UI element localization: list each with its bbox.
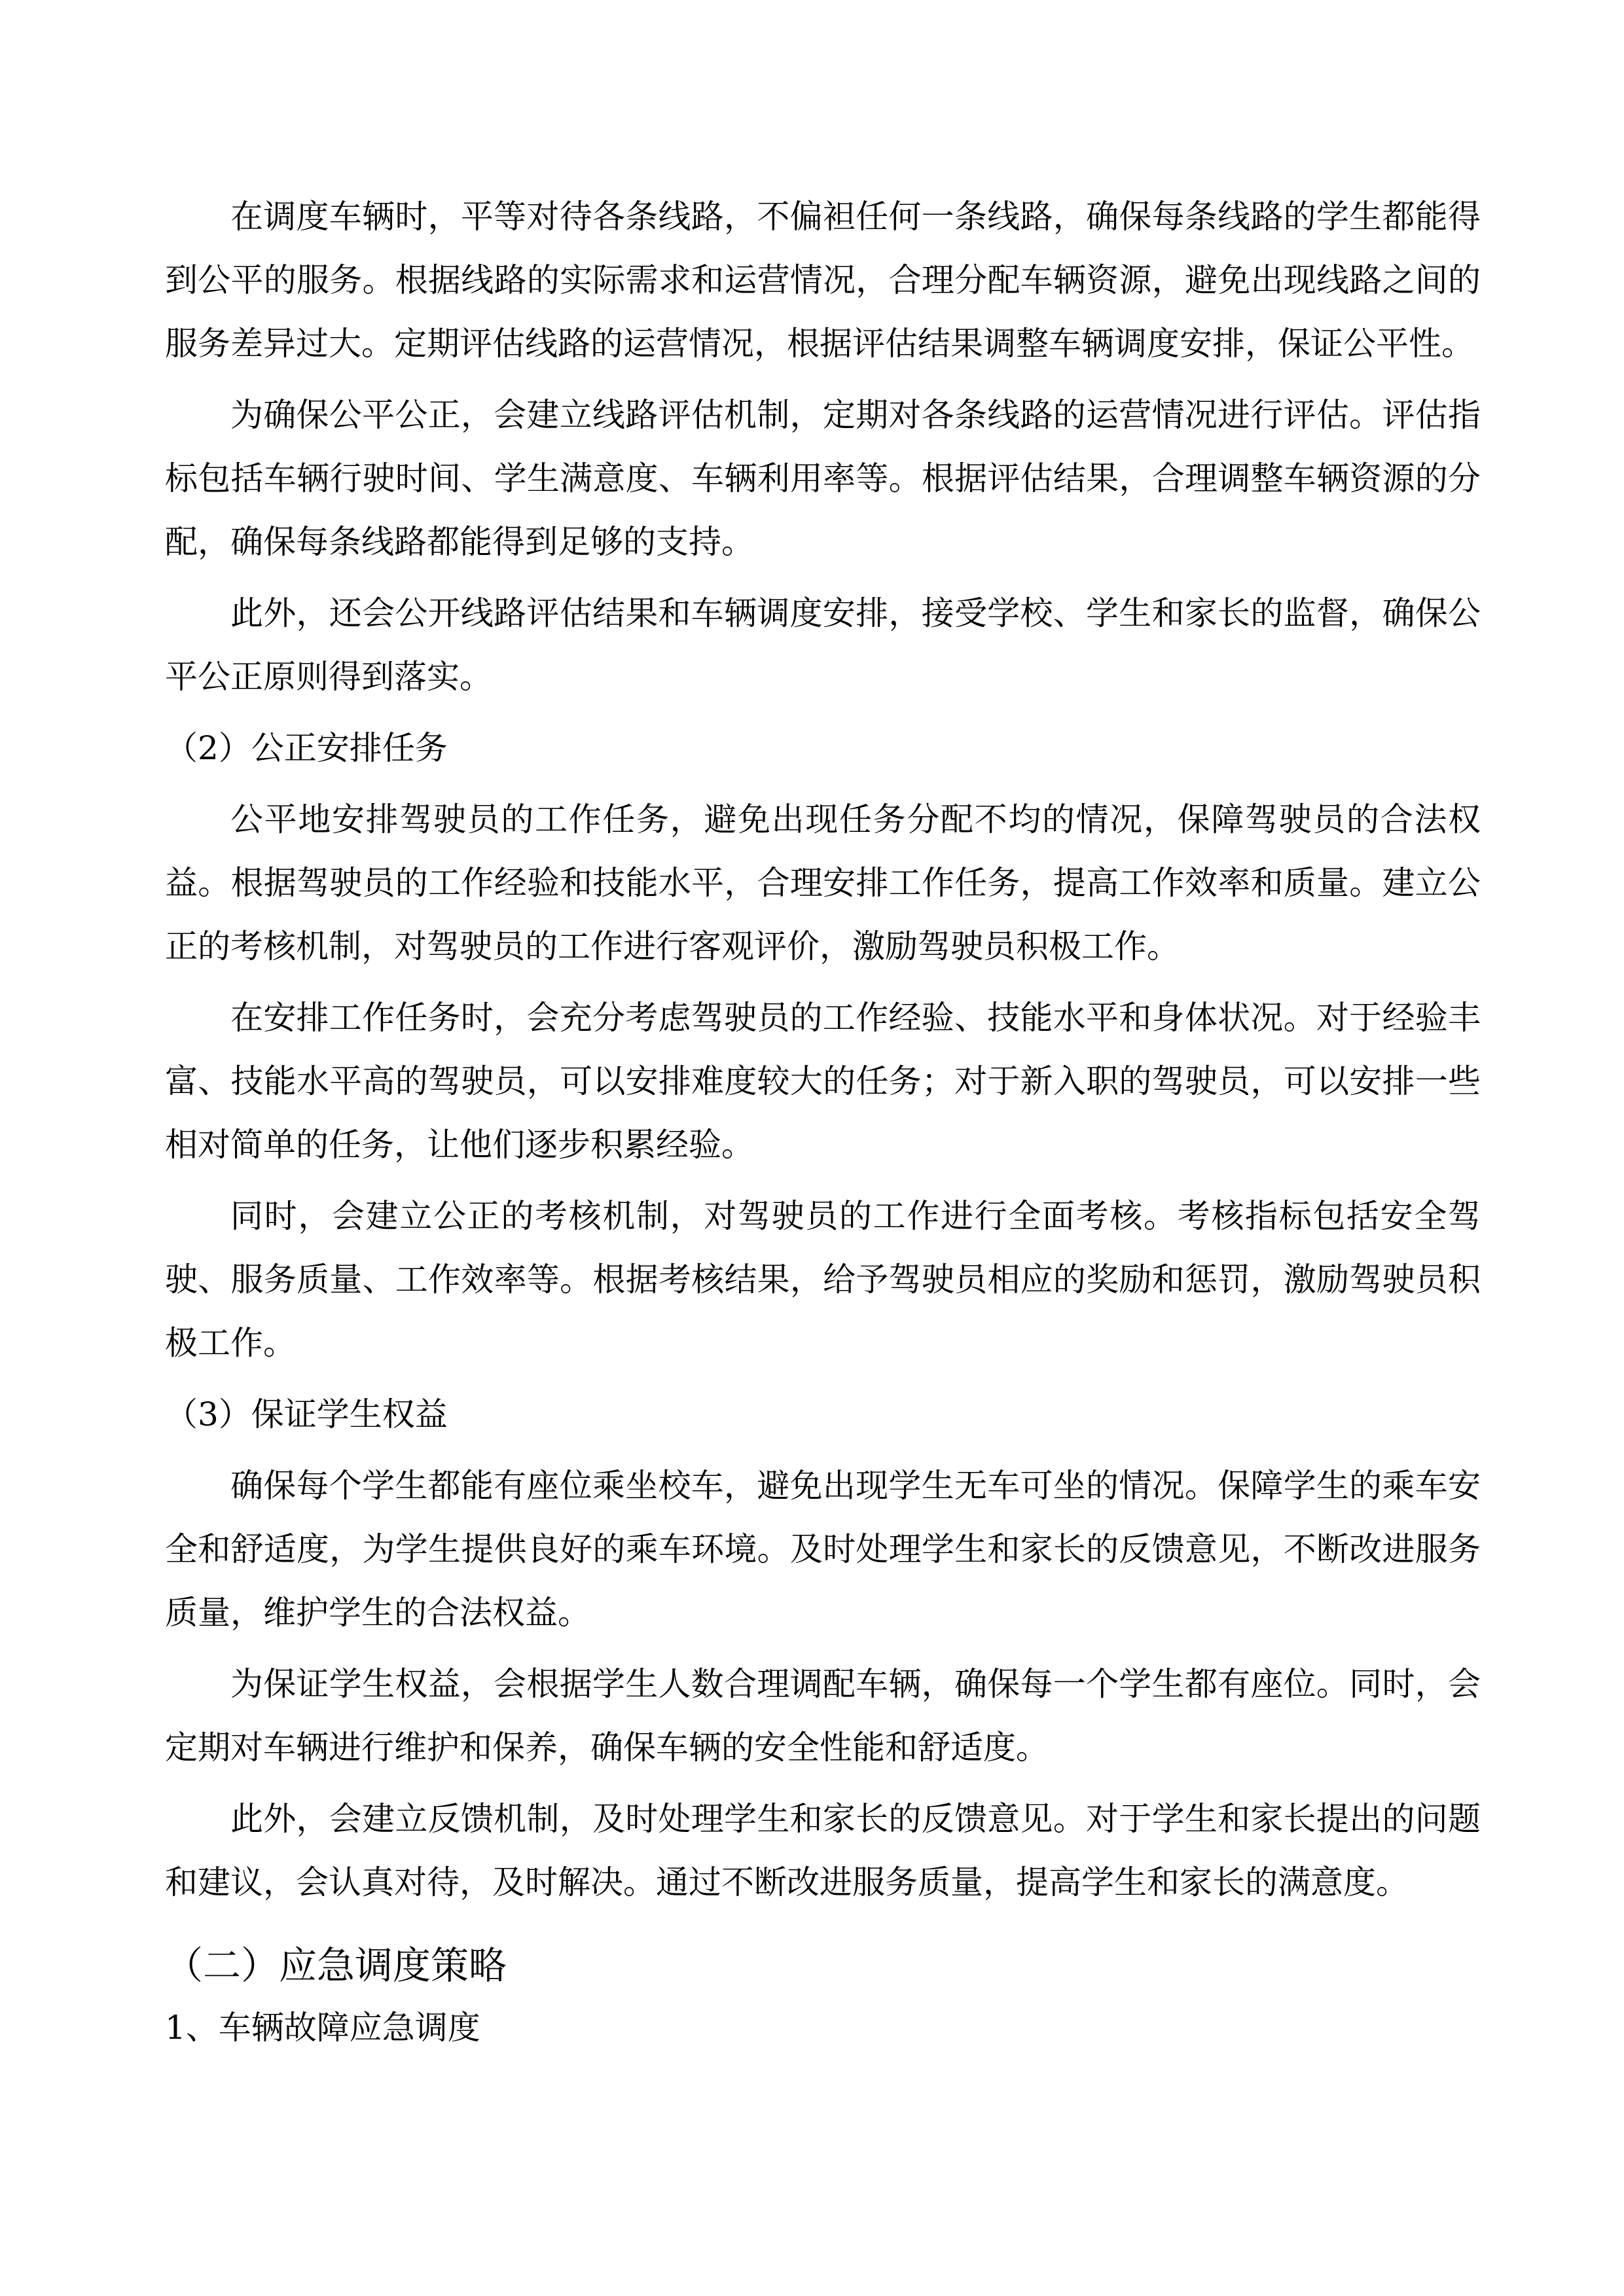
text-line: 到公平的服务。根据线路的实际需求和运营情况，合理分配车辆资源，避免出现线路之间的 xyxy=(165,261,1481,299)
paragraph xyxy=(165,1653,1481,1780)
paragraph xyxy=(165,788,1481,978)
section-heading: （二）应急调度策略 xyxy=(165,1943,507,1988)
text-line: 全和舒适度，为学生提供良好的乘车环境。及时处理学生和家长的反馈意见，不断改进服务 xyxy=(165,1530,1481,1568)
text-line: 配，确保每条线路都能得到足够的支持。 xyxy=(165,523,754,561)
text-line: 驶、服务质量、工作效率等。根据考核结果，给予驾驶员相应的奖励和惩罚，激励驾驶员积 xyxy=(165,1261,1481,1299)
text-line: 定期对车辆进行维护和保养，确保车辆的安全性能和舒适度。 xyxy=(165,1729,1049,1767)
text-line: 平公正原则得到落实。 xyxy=(165,658,492,696)
text-line: 质量，维护学生的合法权益。 xyxy=(165,1594,590,1632)
text-line: 在调度车辆时，平等对待各条线路，不偏袒任何一条线路，确保每条线路的学生都能得 xyxy=(230,198,1481,236)
text-line: 和建议，会认真对待，及时解决。通过不断改进服务质量，提高学生和家长的满意度。 xyxy=(165,1863,1409,1901)
item-heading: 1、车辆故障应急调度 xyxy=(165,2009,480,2047)
paragraph xyxy=(165,582,1481,709)
text-line: 此外，还会公开线路评估结果和车辆调度安排，接受学校、学生和家长的监督，确保公 xyxy=(230,594,1481,632)
text-line: 确保每个学生都能有座位乘坐校车，避免出现学生无车可坐的情况。保障学生的乘车安 xyxy=(230,1467,1481,1505)
text-line: 在安排工作任务时，会充分考虑驾驶员的工作经验、技能水平和身体状况。对于经验丰 xyxy=(230,999,1481,1037)
text-line: 正的考核机制，对驾驶员的工作进行客观评价，激励驾驶员积极工作。 xyxy=(165,927,1180,965)
subsection-heading xyxy=(165,717,1481,780)
subsection-heading xyxy=(165,1383,1481,1446)
paragraph xyxy=(165,1454,1481,1645)
text-line: 益。根据驾驶员的工作经验和技能水平，合理安排工作任务，提高工作效率和质量。建立公 xyxy=(165,864,1481,902)
paragraph xyxy=(165,1185,1481,1375)
paragraph xyxy=(165,1787,1481,1914)
text-line: （2）公正安排任务 xyxy=(165,729,448,767)
text-line: 标包括车辆行驶时间、学生满意度、车辆利用率等。根据评估结果，合理调整车辆资源的分 xyxy=(165,459,1481,497)
text-line: 为保证学生权益，会根据学生人数合理调配车辆，确保每一个学生都有座位。同时，会 xyxy=(230,1665,1481,1703)
text-line: 服务差异过大。定期评估线路的运营情况，根据评估结果调整车辆调度安排，保证公平性。 xyxy=(165,325,1474,363)
text-line: 公平地安排驾驶员的工作任务，避免出现任务分配不均的情况，保障驾驶员的合法权 xyxy=(230,800,1481,838)
text-line: （3）保证学生权益 xyxy=(165,1395,448,1433)
text-line: 富、技能水平高的驾驶员，可以安排难度较大的任务；对于新入职的驾驶员，可以安排一些 xyxy=(165,1062,1481,1100)
text-line: 极工作。 xyxy=(165,1324,296,1362)
text-line: 相对简单的任务，让他们逐步积累经验。 xyxy=(165,1126,754,1164)
paragraph xyxy=(165,986,1481,1177)
text-line: 此外，会建立反馈机制，及时处理学生和家长的反馈意见。对于学生和家长提出的问题 xyxy=(230,1800,1481,1838)
paragraph xyxy=(165,384,1481,574)
text-line: 同时，会建立公正的考核机制，对驾驶员的工作进行全面考核。考核指标包括安全驾 xyxy=(230,1197,1481,1235)
paragraph xyxy=(165,185,1481,376)
text-line: 为确保公平公正，会建立线路评估机制，定期对各条线路的运营情况进行评估。评估指 xyxy=(230,396,1481,434)
document-body xyxy=(165,185,1481,1922)
